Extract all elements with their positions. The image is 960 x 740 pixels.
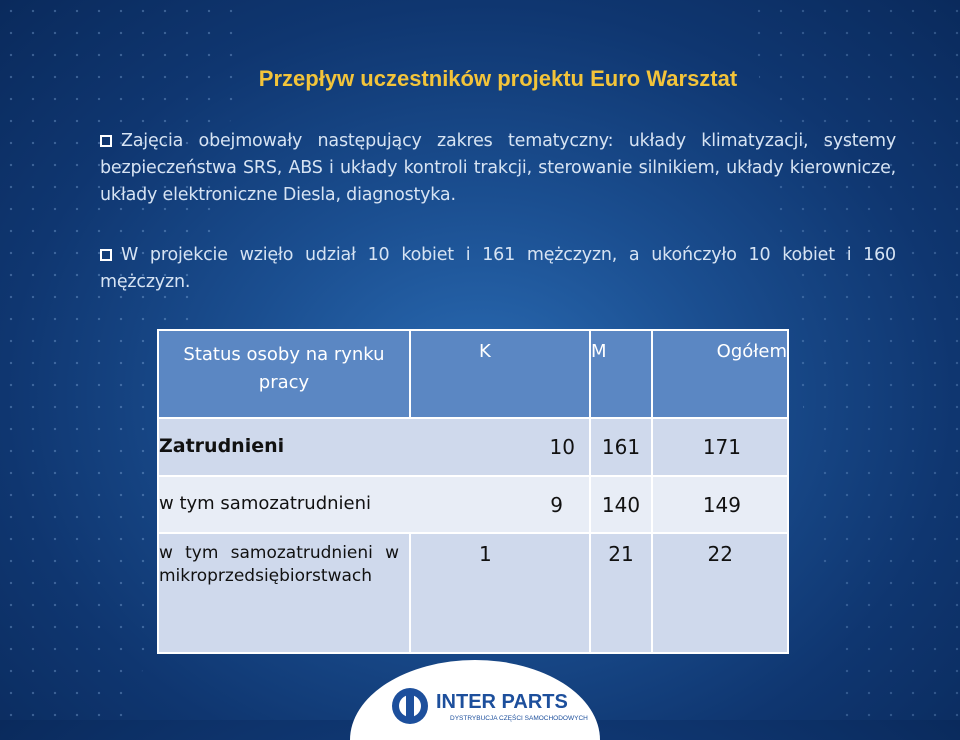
- status-table: [157, 329, 789, 654]
- table-header-row: [158, 330, 788, 418]
- table-row: [158, 533, 788, 653]
- cell-total: 171: [652, 418, 788, 476]
- inter-parts-logo-icon: [390, 680, 588, 730]
- cell-m: 140: [590, 476, 652, 533]
- inter-parts-logo: [350, 660, 600, 740]
- cell-m: 21: [590, 533, 652, 653]
- cell-total: 22: [652, 533, 788, 653]
- topics-text: Zajęcia obejmowały następujący zakres tematyczny: układy klimatyzacji, systemy bezpieczeństwa SRS, ABS i układy kontroli trakcji, sterowanie silnikiem, układy kierownicze, układy elektroniczne Diesla, diagnostyka.: [100, 131, 896, 205]
- header-total: Ogółem: [652, 330, 788, 418]
- logo-name: INTER PARTS: [436, 691, 568, 713]
- row-label: w tym samozatrudnieni: [159, 492, 372, 514]
- header-k: K: [410, 330, 590, 418]
- cell-m: 161: [590, 418, 652, 476]
- cell-k: 10: [549, 435, 575, 459]
- slide-title: Przepływ uczestników projektu Euro Warsztat: [258, 66, 738, 91]
- participants-text: W projekcie wzięło udział 10 kobiet i 161 mężczyzn, a ukończyło 10 kobiet i 160 mężczyzn.: [100, 245, 896, 292]
- header-status: Status osoby na rynku pracy: [158, 330, 410, 418]
- checkbox-bullet-icon: [100, 249, 112, 261]
- table-row: [158, 476, 788, 533]
- cell-k: 1: [410, 533, 590, 653]
- row-label: Zatrudnieni: [159, 435, 285, 457]
- logo-tagline: DYSTRYBUCJA CZĘŚCI SAMOCHODOWYCH: [450, 715, 588, 722]
- bullet-paragraph-participants: [100, 242, 896, 296]
- cell-k: 9: [550, 492, 563, 517]
- table-row: [158, 418, 788, 476]
- bullet-paragraph-topics: [100, 128, 896, 209]
- cell-total: 149: [652, 476, 788, 533]
- row-label: w tym samozatrudnieni w mikroprzedsiębiorstwach: [158, 533, 410, 653]
- header-m: M: [590, 330, 652, 418]
- checkbox-bullet-icon: [100, 135, 112, 147]
